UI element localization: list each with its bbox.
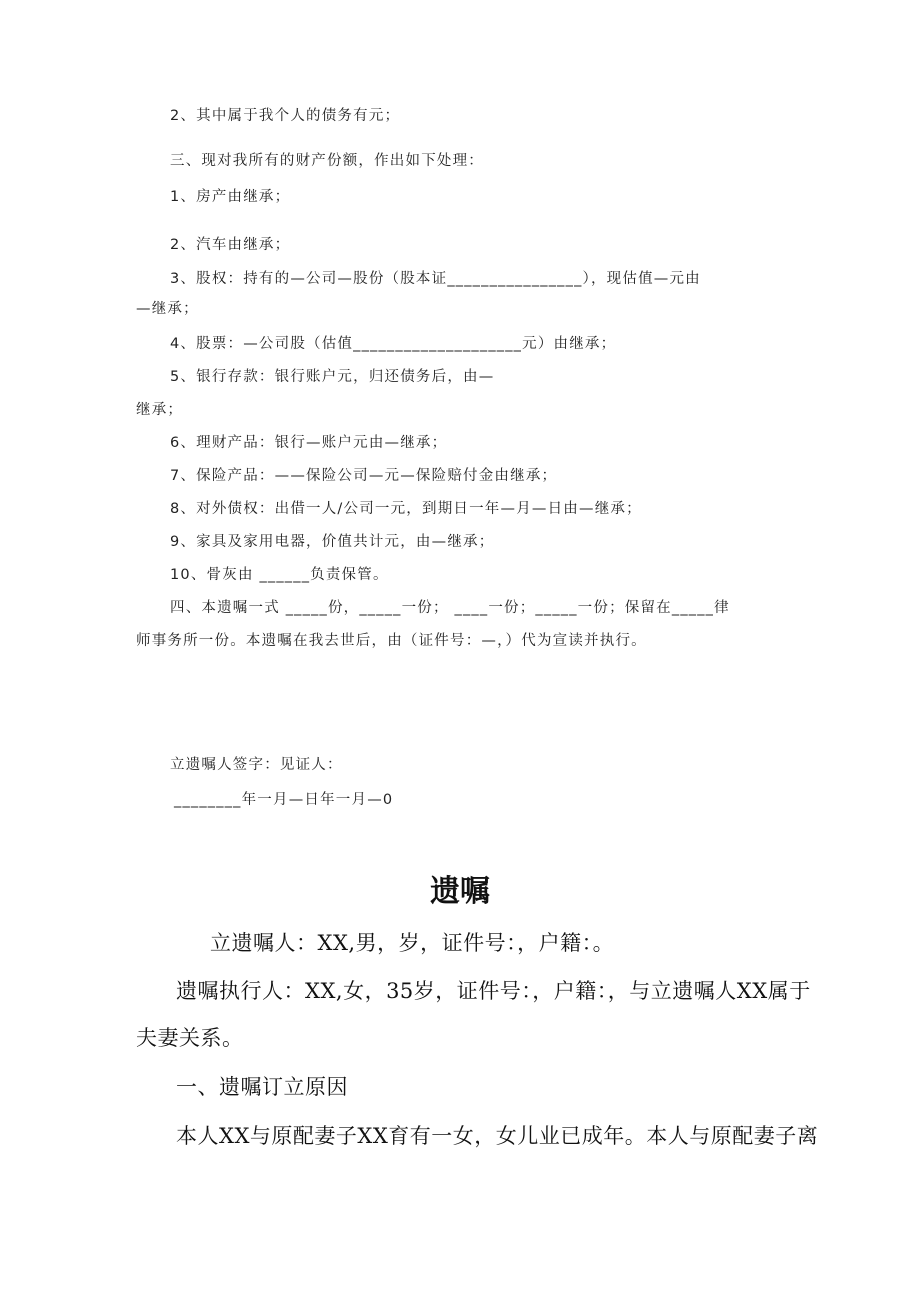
item-deposits: 5、银行存款：银行账户元，归还债务后，由— — [170, 369, 495, 385]
item-furniture: 9、家具及家用电器，价值共计元，由—继承； — [170, 534, 495, 550]
will-title: 遗嘱 — [430, 874, 490, 909]
date-line: ________年一月—日年一月—0 — [174, 792, 394, 808]
reason-paragraph: 本人XX与原配妻子XX育有一女，女儿业已成年。本人与原配妻子离 — [176, 1124, 819, 1148]
item-stocks: 4、股票：—公司股（估值____________________元）由继承； — [170, 336, 617, 352]
section-four-line2: 师事务所一份。本遗嘱在我去世后，由（证件号：—，）代为宣读并执行。 — [136, 633, 647, 649]
executor-line-cont: 夫妻关系。 — [136, 1026, 244, 1050]
item-equity-cont: —继承； — [136, 301, 199, 317]
item-car: 2、汽车由继承； — [170, 237, 291, 253]
item-property: 1、房产由继承； — [170, 189, 291, 205]
executor-line: 遗嘱执行人：XX,女，35岁，证件号：，户籍：，与立遗嘱人XX属于 — [176, 979, 811, 1003]
item-claims: 8、对外债权：出借一人/公司一元，到期日一年—月—日由—继承； — [170, 501, 642, 517]
item-wealth-products: 6、理财产品：银行—账户元由—继承； — [170, 435, 448, 451]
section-three-heading: 三、现对我所有的财产份额，作出如下处理： — [170, 153, 484, 169]
testator-line: 立遗嘱人：XX,男，岁，证件号：，户籍：。 — [210, 931, 615, 955]
item-insurance: 7、保险产品：——保险公司—元—保险赔付金由继承； — [170, 468, 558, 484]
item-deposits-cont: 继承； — [136, 402, 184, 418]
section-one-heading: 一、遗嘱订立原因 — [176, 1075, 348, 1099]
debt-line: 2、其中属于我个人的债务有元； — [170, 108, 401, 124]
signature-line: 立遗嘱人签字：见证人： — [170, 757, 343, 773]
item-ashes: 10、骨灰由 ______负责保管。 — [170, 567, 389, 583]
section-four-line1: 四、本遗嘱一式 _____份，_____一份； ____一份；_____一份；保留在_____律 — [170, 600, 730, 616]
item-equity: 3、股权：持有的—公司—股份（股本证________________），现估值—元由 — [170, 271, 701, 287]
